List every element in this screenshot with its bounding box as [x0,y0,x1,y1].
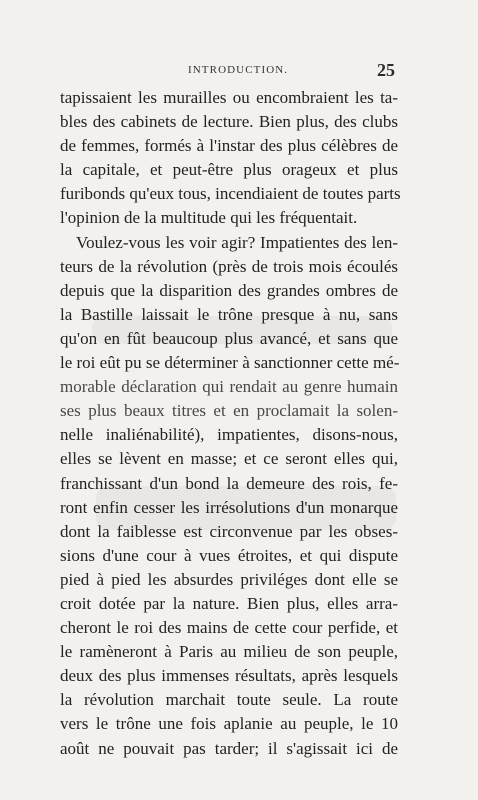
text-line: franchissant d'un bond la demeure des rois, fe- [60,473,398,493]
text-line: qu'on en fût beaucoup plus avancé, et sans que [60,328,398,348]
text-line: bles des cabinets de lecture. Bien plus, des clubs [60,112,398,132]
text-line: vers le trône une fois aplanie au peuple, le 10 [60,714,398,734]
text-line: dont la faiblesse est circonvenue par les obses- [60,521,398,541]
page-number: 25 [377,60,395,80]
text-line: l'opinion de la multitude qui les fréquentait. [60,208,358,228]
text-line: elles se lèvent en masse; et ce seront elles qui, [60,449,398,469]
running-title: INTRODUCTION. [188,64,289,76]
text-line: la Bastille laissait le trône presque à nu, sans [60,304,398,324]
text-line: croit dotée par la nature. Bien plus, elles arra- [60,593,398,613]
text-line: morable déclaration qui rendait au genre humain [60,377,398,397]
text-line: teurs de la révolution (près de trois mois écoulés [60,256,398,276]
paragraph-start-line: Voulez-vous les voir agir? Impatientes des len- [76,232,398,252]
text-line: pied à pied les absurdes priviléges dont elle se [60,569,398,589]
text-line: furibonds qu'eux tous, incendiaient de toutes parts [60,184,401,204]
text-line: depuis que la disparition des grandes ombres de [60,280,398,300]
text-line: ses plus beaux titres et en proclamait la solen- [60,401,398,421]
text-line: le ramèneront à Paris au milieu de son peuple, [60,642,398,662]
body-text [60,86,401,761]
page-header [0,62,478,82]
text-line: le roi eût pu se déterminer à sanctionner cette mé- [60,353,400,373]
text-line: la capitale, et peut-être plus orageux et plus [60,160,398,180]
text-line: deux des plus immenses résultats, après lesquels [60,666,398,686]
text-line: tapissaient les murailles ou encombraient les ta- [60,88,398,107]
text-line: cheront le roi des mains de cette cour perfide, et [60,618,398,638]
text-line: sions d'une cour à vues étroites, et qui dispute [60,545,398,565]
text-line: ront enfin cesser les irrésolutions d'un monarque [60,497,398,517]
text-line: de femmes, formés à l'instar des plus célèbres de [60,136,398,156]
text-line: la révolution marchait toute seule. La route [60,690,398,710]
text-line: nelle inaliénabilité), impatientes, disons-nous, [60,425,398,445]
text-line: août ne pouvait pas tarder; il s'agissait ici de [60,738,398,758]
